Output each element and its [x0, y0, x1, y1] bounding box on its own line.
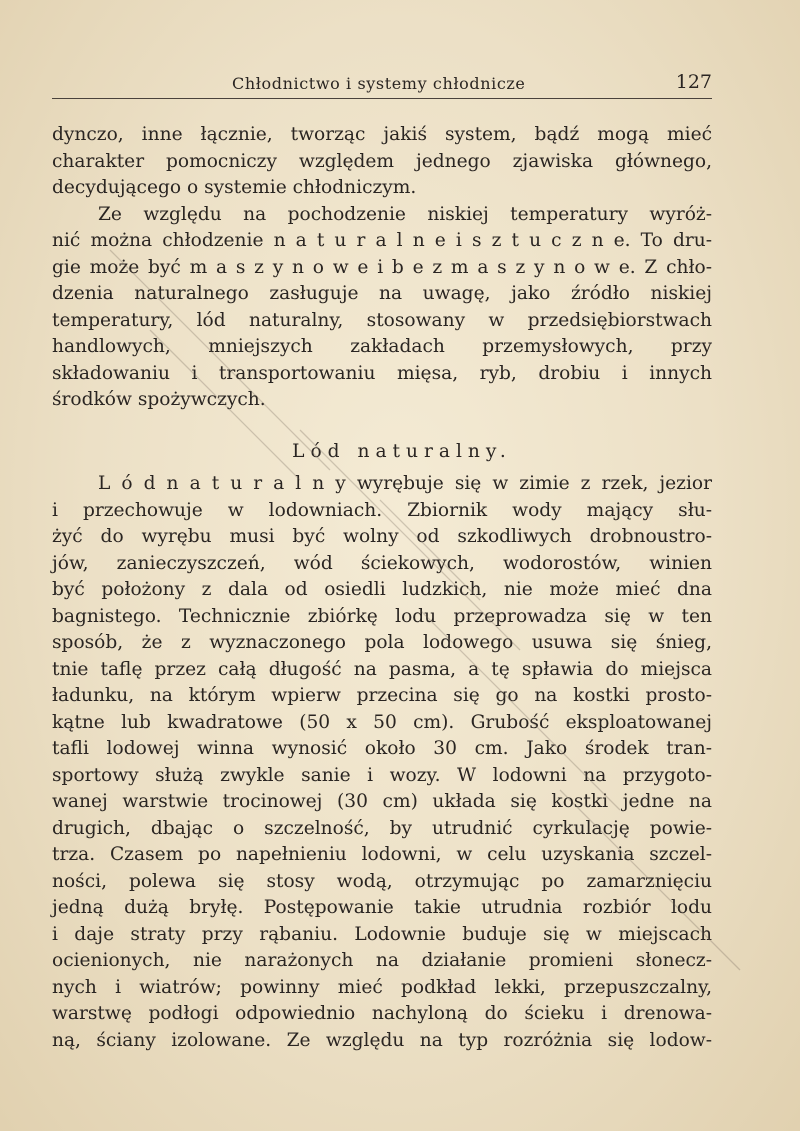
page-header	[52, 72, 712, 99]
text-line: sportowy służą zwykle sanie i wozy. W lodowni na przygoto-	[52, 764, 712, 786]
text-line: tafli lodowej winna wynosić około 30 cm. Jako środek tran-	[52, 738, 712, 759]
text-line: wanej warstwie trocinowej (30 cm) układa się kostki jedne na	[52, 791, 712, 812]
text-line: kątne lub kwadratowe (50 x 50 cm). Grubość eksploatowanej	[52, 711, 712, 733]
text-line: dzenia naturalnego zasługuje na uwagę, jako źródło niskiej	[52, 283, 712, 304]
text-line: ności, polewa się stosy wodą, otrzymując po zamarznięciu	[52, 870, 712, 892]
text-line: L ó d n a t u r a l n y wyrębuje się w zimie z rzek, jezior	[98, 473, 712, 494]
text-line: składowaniu i transportowaniu mięsa, ryb, drobiu i innych	[52, 362, 712, 384]
paragraph-2	[52, 202, 712, 414]
text-line: charakter pomocniczy względem jednego zjawiska głównego,	[52, 150, 712, 172]
section-heading: Lód naturalny.	[292, 440, 512, 462]
text-line: środków spożywczych.	[52, 389, 266, 410]
text-line: dynczo, inne łącznie, tworząc jakiś system, bądź mogą mieć	[52, 124, 712, 145]
text-line: gie może być m a s z y n o w e i b e z m a s z y n o w e. Z chło-	[52, 256, 712, 278]
text-line: tnie taflę przez całą długość na pasma, a tę spławia do miejsca	[52, 658, 712, 680]
text-line: ładunku, na którym wpierw przecina się go na kostki prosto-	[52, 685, 712, 706]
text-line: handlowych, mniejszych zakładach przemysłowych, przy	[52, 336, 712, 357]
running-head: Chłodnictwo i systemy chłodnicze	[232, 74, 526, 93]
text-line: temperatury, lód naturalny, stosowany w przedsiębiorstwach	[52, 309, 712, 331]
text-line: jedną dużą bryłę. Postępowanie takie utrudnia rozbiór lodu	[52, 897, 712, 918]
text-line: trza. Czasem po napełnieniu lodowni, w celu uzyskania szczel-	[52, 844, 712, 865]
text-line: sposób, że z wyznaczonego pola lodowego usuwa się śnieg,	[52, 632, 712, 653]
text-line: nych i wiatrów; powinny mieć podkład lekki, przepuszczalny,	[52, 976, 712, 998]
text-line: ną, ściany izolowane. Ze względu na typ rozróżnia się lodow-	[52, 1029, 712, 1051]
text-line: i daje straty przy rąbaniu. Lodownie buduje się w miejscach	[52, 923, 712, 945]
text-line: bagnistego. Technicznie zbiórkę lodu przeprowadza się w ten	[52, 605, 712, 627]
paragraph-1	[52, 122, 712, 202]
body-text	[52, 122, 712, 1054]
paragraph-3	[52, 471, 712, 1054]
text-line: być położony z dala od osiedli ludzkich, nie może mieć dna	[52, 579, 712, 600]
text-line: decydującego o systemie chłodniczym.	[52, 177, 417, 198]
text-line: warstwę podłogi odpowiednio nachyloną do ścieku i drenowa-	[52, 1003, 712, 1024]
text-line: ocienionych, nie narażonych na działanie promieni słonecz-	[52, 950, 712, 971]
text-line: i przechowuje w lodowniach. Zbiornik wody mający słu-	[52, 499, 712, 521]
page-number: 127	[675, 71, 712, 93]
spacer	[52, 414, 712, 439]
text-line: nić można chłodzenie n a t u r a l n e i s z t u c z n e. To dru-	[52, 230, 712, 251]
text-line: żyć do wyrębu musi być wolny od szkodliwych drobnoustro-	[52, 526, 712, 547]
text-line: drugich, dbając o szczelność, by utrudnić cyrkulację powie-	[52, 817, 712, 839]
text-line: jów, zanieczyszczeń, wód ściekowych, wodorostów, winien	[52, 552, 712, 574]
text-line: Ze względu na pochodzenie niskiej temperatury wyróż-	[98, 203, 712, 225]
